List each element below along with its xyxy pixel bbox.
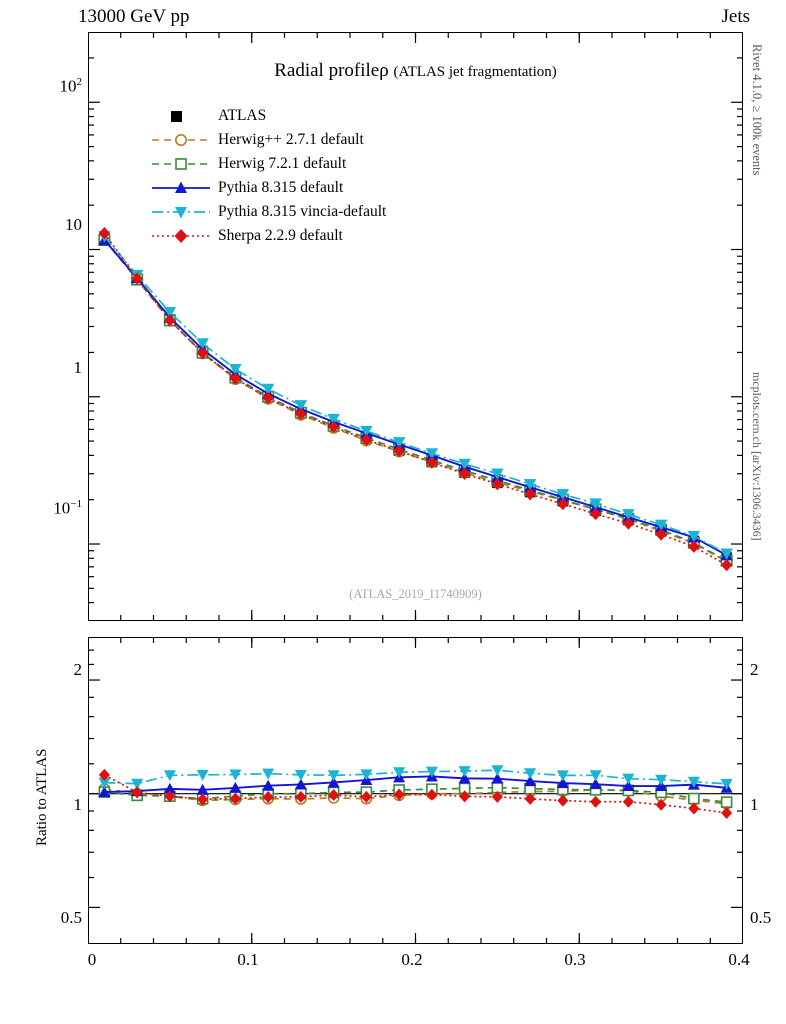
legend-marker-vincia: [150, 200, 212, 224]
legend: [150, 104, 386, 248]
legend-marker-sherpa: [150, 224, 212, 248]
legend-item-2[interactable]: [150, 152, 386, 176]
chart-title-symbol: ρ: [379, 60, 389, 81]
series-0: [99, 235, 732, 562]
x-tick-label-0: 0: [87, 950, 97, 969]
legend-marker-herwig7: [150, 152, 212, 176]
legend-item-3[interactable]: [150, 176, 386, 200]
ratio-y-tick-right-2: 2: [750, 660, 759, 679]
mcplots-source-label: mcplots.cern.ch [arXiv:1306.3436]: [750, 372, 764, 541]
ratio-y-tick-left-2: 2: [73, 660, 82, 679]
y-tick-label-10: 10: [65, 215, 82, 234]
series-4: [98, 231, 733, 560]
legend-label-2: Herwig 7.2.1 default: [218, 155, 347, 172]
y-tick-label-0.1: $10^{-1}$: [53, 498, 82, 518]
ratio-axis-title: Ratio to ATLAS: [34, 748, 50, 846]
legend-item-0[interactable]: [150, 104, 386, 128]
ratio-y-tick-right-1: 1: [750, 795, 759, 814]
x-tick-label-0.4: 0.4: [728, 950, 750, 969]
analysis-id-watermark: (ATLAS_2019_I1740909): [349, 587, 482, 601]
ratio-y-tick-left-0.5: 0.5: [60, 908, 82, 927]
series-3: [98, 234, 733, 561]
chart-subtitle-text: (ATLAS jet fragmentation): [393, 64, 557, 80]
legend-item-5[interactable]: [150, 224, 386, 248]
ratio-series-0: [99, 784, 731, 809]
legend-label-1: Herwig++ 2.7.1 default: [218, 131, 364, 148]
ratio-plot-canvas: [88, 637, 743, 944]
beam-energy-label: 13000 GeV pp: [78, 6, 190, 27]
legend-item-1[interactable]: [150, 128, 386, 152]
y-tick-label-1: 1: [73, 358, 82, 377]
x-tick-label-0.2: 0.2: [401, 950, 423, 969]
rivet-version-label: Rivet 4.1.0, ≥ 100k events: [750, 44, 764, 176]
x-tick-label-0.3: 0.3: [564, 950, 586, 969]
legend-item-4[interactable]: [150, 200, 386, 224]
analysis-category-label: Jets: [721, 6, 750, 27]
legend-label-3: Pythia 8.315 default: [218, 179, 344, 196]
legend-label-5: Sherpa 2.2.9 default: [218, 227, 343, 244]
legend-label-4: Pythia 8.315 vincia-default: [218, 203, 387, 220]
chart-title-text: Radial profile: [274, 60, 380, 81]
y-tick-label-100: $10^2$: [59, 76, 82, 96]
ratio-y-tick-right-0.5: 0.5: [750, 908, 772, 927]
legend-marker-pythia: [150, 176, 212, 200]
legend-marker-atlas: [150, 104, 212, 128]
legend-marker-herwigpp: [150, 128, 212, 152]
legend-label-0: ATLAS: [218, 107, 267, 124]
x-tick-label-0.1: 0.1: [237, 950, 259, 969]
ratio-y-tick-left-1: 1: [73, 795, 82, 814]
